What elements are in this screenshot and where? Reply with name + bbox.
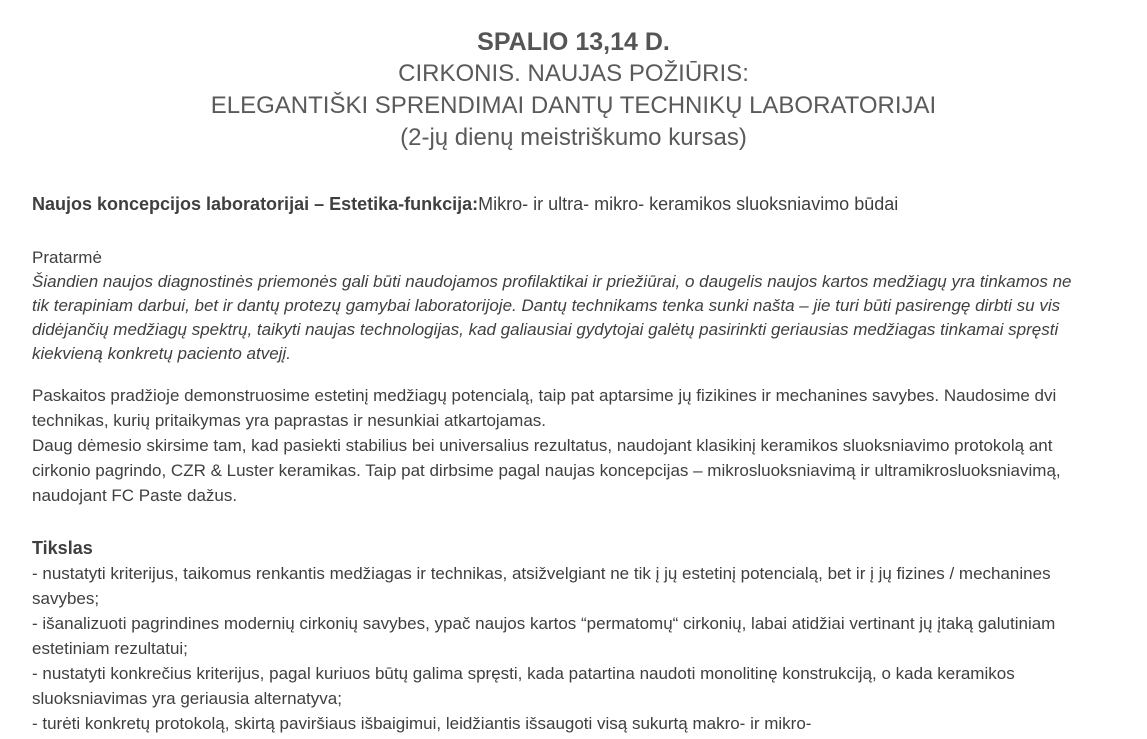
description-paragraph-1: Paskaitos pradžioje demonstruosime estetinį medžiagų potencialą, taip pat aptarsime jų fizikines ir mechanines savybes. Naudosime dvi technikas, kurių pritaikymas yra paprastas ir nesunkiai atkartojamas. [32, 386, 1057, 430]
course-subtitle [32, 192, 1132, 216]
preface-text: Šiandien naujos diagnostinės priemonės gali būti naudojamos profilaktikai ir priežiūrai, o daugelis naujos kartos medžiagų yra tinkamos ne tik terapiniam darbui, bet ir dantų protezų gamybai laboratorijoje. Dantų technikams tenka sunki našta – jie turi būti pasirengę dirbti su vis didėjančių medžiagų spektrų, taikyti naujas technologijas, kad galiausiai gydytojai galėtų pasirinkti geriausias medžiagas tinkamai spręsti kiekvieną konkretų paciento atvejį. [32, 272, 1072, 363]
course-title-line-3: (2-jų dienų meistriškumo kursas) [400, 124, 747, 151]
goals-title: Tikslas [32, 538, 93, 558]
goal-item: - nustatyti konkrečius kriterijus, pagal kuriuos būtų galima spręsti, kada patartina naudoti monolitinę konstrukciją, o kada keramikos sluoksniavimas yra geriausia alternatyva; [32, 664, 1015, 708]
goal-item: - išanalizuoti pagrindines modernių cirkonių savybes, ypač naujos kartos “permatomų“ cirkonių, labai atidžiai vertinant jų įtaką galutiniam estetiniam rezultatui; [32, 614, 1056, 658]
course-title-line-1: CIRKONIS. NAUJAS POŽIŪRIS: [398, 60, 749, 87]
course-title-line-2: ELEGANTIŠKI SPRENDIMAI DANTŲ TECHNIKŲ LABORATORIJAI [210, 92, 937, 119]
preface-section [32, 246, 1092, 366]
goal-item: - nustatyti kriterijus, taikomus renkantis medžiagas ir technikas, atsižvelgiant ne tik į jų estetinį potencialą, bet ir į jų fizines / mechanines savybes; [32, 564, 1051, 608]
course-header [0, 26, 1147, 154]
goals-section [32, 536, 1092, 736]
description-section [32, 383, 1092, 508]
subtitle-bold: Naujos koncepcijos laboratorijai – Estetika-funkcija: [32, 194, 479, 214]
course-date: SPALIO 13,14 D. [477, 28, 670, 56]
subtitle-normal: Mikro- ir ultra- mikro- keramikos sluoksniavimo būdai [478, 194, 899, 214]
preface-label: Pratarmė [32, 248, 102, 267]
goals-list [32, 561, 1092, 736]
goal-item: - turėti konkretų protokolą, skirtą paviršiaus išbaigimui, leidžiantis išsaugoti visą sukurtą makro- ir mikro- [32, 714, 812, 733]
description-paragraph-2: Daug dėmesio skirsime tam, kad pasiekti stabilius bei universalius rezultatus, naudojant klasikinį keramikos sluoksniavimo protokolą ant cirkonio pagrindo, CZR & Luster keramikas. Taip pat dirbsime pagal naujas koncepcijas – mikrosluoksniavimą ir ultramikrosluoksniavimą, naudojant FC Paste dažus. [32, 436, 1061, 505]
